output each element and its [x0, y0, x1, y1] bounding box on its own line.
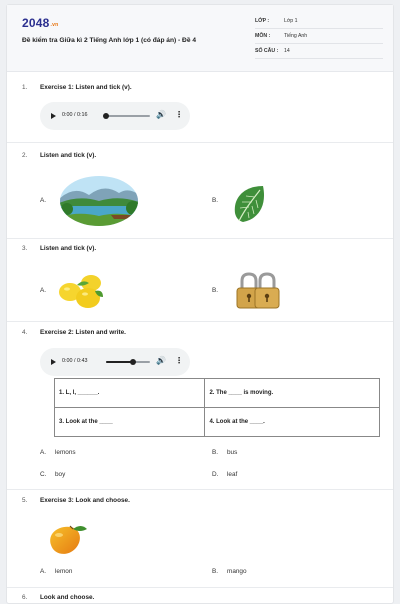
- padlocks-image: [233, 271, 281, 311]
- question-number: 5.: [22, 497, 28, 504]
- audio-player[interactable]: [40, 102, 190, 130]
- table-row: [55, 379, 380, 408]
- divider: [7, 142, 393, 143]
- site-logo[interactable]: 2048.vn: [22, 16, 59, 30]
- meta-value: 14: [284, 48, 290, 54]
- question-text: Exercise 1: Listen and tick (v).: [40, 84, 132, 91]
- audio-progress-knob[interactable]: [103, 113, 109, 119]
- question-text: Look and choose.: [40, 594, 95, 601]
- option-letter[interactable]: A.: [40, 197, 47, 204]
- option-letter[interactable]: B.: [212, 197, 219, 204]
- option-letter[interactable]: A.: [40, 568, 47, 575]
- audio-progress-bar[interactable]: [106, 361, 150, 363]
- option-text[interactable]: bus: [227, 449, 238, 456]
- meta-subject-row: [255, 31, 383, 44]
- option-letter[interactable]: B.: [212, 287, 219, 294]
- meta-count-row: [255, 46, 383, 59]
- page-title: Đề kiểm tra Giữa kì 2 Tiếng Anh lớp 1 (có đáp án) - Đề 4: [22, 37, 196, 44]
- exam-header: [7, 5, 393, 72]
- write-table: [54, 378, 380, 437]
- table-cell: 2. The ____ is moving.: [205, 379, 380, 408]
- question-number: 3.: [22, 245, 28, 252]
- play-icon[interactable]: [51, 359, 56, 365]
- audio-player[interactable]: [40, 348, 190, 376]
- divider: [7, 321, 393, 322]
- meta-label: MÔN :: [255, 33, 271, 39]
- question-text: Listen and tick (v).: [40, 245, 97, 252]
- lemons-image: [57, 271, 105, 311]
- question-number: 2.: [22, 152, 28, 159]
- meta-label: SỐ CÂU :: [255, 48, 279, 54]
- question-number: 6.: [22, 594, 28, 601]
- divider: [7, 238, 393, 239]
- exam-page: [6, 4, 394, 604]
- table-cell: 4. Look at the ____.: [205, 408, 380, 437]
- meta-label: LỚP :: [255, 18, 270, 24]
- play-icon[interactable]: [51, 113, 56, 119]
- audio-progress-bar[interactable]: [106, 115, 150, 117]
- volume-icon[interactable]: 🔊: [156, 356, 166, 365]
- volume-icon[interactable]: 🔊: [156, 110, 166, 119]
- option-letter[interactable]: B.: [212, 568, 219, 575]
- more-options-icon[interactable]: ⋮: [175, 356, 183, 365]
- option-text[interactable]: lemon: [55, 568, 73, 575]
- option-text[interactable]: mango: [227, 568, 247, 575]
- more-options-icon[interactable]: ⋮: [175, 110, 183, 119]
- question-text: Exercise 3: Look and choose.: [40, 497, 130, 504]
- question-number: 4.: [22, 329, 28, 336]
- audio-time: 0:00 / 0:43: [62, 358, 88, 364]
- table-cell: 3. Look at the ____: [55, 408, 205, 437]
- meta-value: Lớp 1: [284, 18, 298, 24]
- table-cell: 1. L, l, ______.: [55, 379, 205, 408]
- audio-time: 0:00 / 0:16: [62, 112, 88, 118]
- option-letter[interactable]: B.: [212, 449, 219, 456]
- option-letter[interactable]: C.: [40, 471, 47, 478]
- table-row: [55, 408, 380, 437]
- question-text: Listen and tick (v).: [40, 152, 97, 159]
- option-text[interactable]: leaf: [227, 471, 238, 478]
- mango-image: [43, 521, 91, 559]
- lake-landscape-image: [59, 175, 139, 227]
- meta-value: Tiếng Anh: [284, 33, 308, 39]
- option-text[interactable]: lemons: [55, 449, 76, 456]
- meta-class-row: [255, 16, 383, 29]
- question-text: Exercise 2: Listen and write.: [40, 329, 126, 336]
- leaf-image: [229, 183, 269, 225]
- option-letter[interactable]: A.: [40, 449, 47, 456]
- option-letter[interactable]: A.: [40, 287, 47, 294]
- audio-progress-knob[interactable]: [130, 359, 136, 365]
- question-number: 1.: [22, 84, 28, 91]
- divider: [7, 587, 393, 588]
- divider: [7, 489, 393, 490]
- option-text[interactable]: boy: [55, 471, 66, 478]
- option-letter[interactable]: D.: [212, 471, 219, 478]
